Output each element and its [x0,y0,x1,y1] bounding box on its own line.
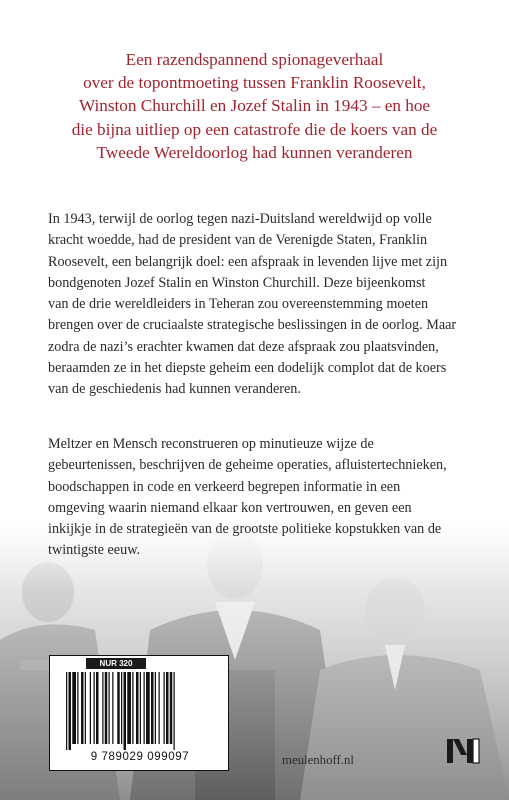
barcode-bar [159,672,160,744]
text-line: kracht woedde, had de president van de Verenigde Staten, Franklin [48,232,428,249]
barcode-bar [121,672,122,744]
barcode-bars [66,672,212,750]
barcode-bar [151,672,154,744]
barcode-bar [77,672,78,744]
barcode-bar [90,672,91,744]
text-line: beraamden ze in het diepste geheim een dodelijk complot dat de koers [48,360,447,377]
barcode-bar [124,672,127,750]
barcode-bar [102,672,103,744]
meulenhoff-m-logo-icon [445,735,481,765]
tagline-line: Tweede Wereldoorlog had kunnen veranderen [96,142,413,162]
barcode-bar [105,672,108,744]
text-line: zodra de nazi’s erachter kwamen dat deze afspraak zou plaatsvinden, [48,338,439,355]
barcode-bar [170,672,173,744]
text-line: Meltzer en Mensch reconstrueren op minutieuze wijze de [48,436,374,452]
text-line: omgeving waarin niemand elkaar kon vertrouwen, en geven een [48,499,412,516]
barcode-bar [109,672,110,744]
tagline-line: Een razendspannend spionageverhaal [125,50,384,69]
nur-label: NUR 320 [86,658,146,669]
text-line: van de drie wereldleiders in Teheran zou overeenstemming moeten [48,296,429,313]
barcode-bar [85,672,86,744]
text-line: gebeurtenissen, beschrijven de geheime operaties, afluistertechnieken, [48,457,447,474]
barcode-bar [166,672,169,744]
text-line: Roosevelt, een belangrijk doel: een afspraak in levenden lijve met zijn [48,253,448,270]
barcode-bar [66,672,67,750]
tagline [30,48,479,164]
barcode-bar [72,672,76,744]
barcode-bar [112,672,113,744]
text-line: twintigste eeuw. [48,542,141,559]
barcode-bar [117,672,120,744]
barcode-bar [155,672,156,744]
publisher-url: meulenhoff.nl [282,753,354,767]
tagline-line: Winston Churchill en Jozef Stalin in 1943 – en hoe [78,96,431,116]
text-line: bondgenoten Jozef Stalin en Winston Churchill. Deze bijeenkomst [48,274,426,291]
tagline-line: over de topontmoeting tussen Franklin Roosevelt, [83,73,426,93]
isbn-number: 9 789029 099097 [90,751,190,763]
barcode-bar [81,672,84,744]
blurb-paragraph-2 [48,434,478,562]
text-line: boodschappen in code en verkeerd begrepen informatie in een [48,478,401,495]
barcode-bar [94,672,95,744]
barcode-bar [144,672,145,744]
text-line: In 1943, terwijl de oorlog tegen nazi-Duitsland wereldwijd op volle [48,211,432,227]
barcode-bar [127,672,131,744]
barcode-bar [96,672,99,744]
tagline-line: die bijna uitliep op een catastrofe die de koers van de [71,119,438,139]
text-line: brengen over de cruciaalste strategische beslissingen in de oorlog. Maar [48,317,457,334]
blurb-paragraph-1 [48,209,478,401]
text-line: van de geschiedenis had kunnen veranderen. [48,381,301,398]
barcode-bar [146,672,150,744]
barcode-bar [140,672,141,744]
barcode-bar [174,672,175,750]
barcode-bar [69,672,72,750]
barcode-bar [164,672,165,744]
barcode-bar [132,672,133,744]
barcode-bar [136,672,139,744]
text-line: inkijkje in de strategieën van de grootste politieke kopstukken van de [48,521,442,538]
